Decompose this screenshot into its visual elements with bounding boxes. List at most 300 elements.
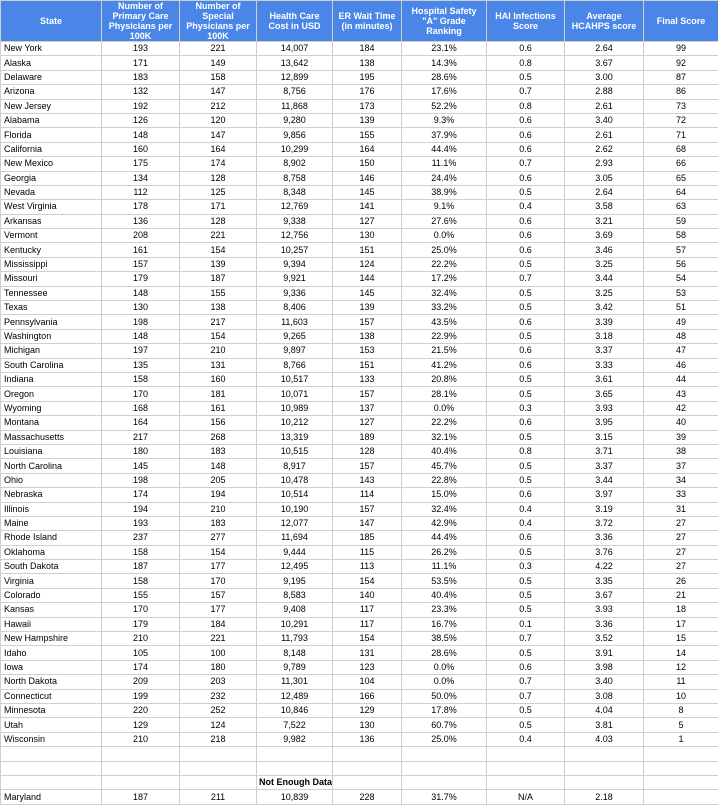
- cell-final-score[interactable]: 38: [644, 444, 718, 458]
- cell-hcahps-score[interactable]: 3.33: [565, 358, 644, 372]
- cell-special-physicians[interactable]: 221: [180, 42, 257, 56]
- cell-safety-grade[interactable]: 28.6%: [402, 646, 487, 660]
- cell-safety-grade[interactable]: 52.2%: [402, 99, 487, 113]
- cell-special-physicians[interactable]: 125: [180, 185, 257, 199]
- header-health-care-cost[interactable]: Health Care Cost in USD: [257, 1, 333, 42]
- cell-hai-score[interactable]: 0.8: [487, 444, 565, 458]
- cell-hai-score[interactable]: 0.7: [487, 157, 565, 171]
- cell-final-score[interactable]: 21: [644, 588, 718, 602]
- cell-cost[interactable]: 9,280: [257, 113, 333, 127]
- cell-cost[interactable]: 8,756: [257, 85, 333, 99]
- cell-state[interactable]: Utah: [1, 718, 102, 732]
- cell-final-score[interactable]: 64: [644, 185, 718, 199]
- cell-er-wait[interactable]: 129: [333, 703, 402, 717]
- cell-state[interactable]: Washington: [1, 329, 102, 343]
- cell-hcahps-score[interactable]: 3.39: [565, 315, 644, 329]
- cell-hai-score[interactable]: 0.6: [487, 315, 565, 329]
- cell-special-physicians[interactable]: 181: [180, 387, 257, 401]
- cell-er-wait[interactable]: 151: [333, 358, 402, 372]
- cell-er-wait[interactable]: 150: [333, 157, 402, 171]
- cell-hcahps-score[interactable]: 2.18: [565, 790, 644, 804]
- cell-primary-care[interactable]: 148: [102, 286, 180, 300]
- cell-cost[interactable]: 9,394: [257, 257, 333, 271]
- cell-state[interactable]: New Mexico: [1, 157, 102, 171]
- cell-hai-score[interactable]: 0.5: [487, 703, 565, 717]
- cell-primary-care[interactable]: 179: [102, 272, 180, 286]
- cell-special-physicians[interactable]: 154: [180, 243, 257, 257]
- cell-final-score[interactable]: 57: [644, 243, 718, 257]
- cell-primary-care[interactable]: 193: [102, 516, 180, 530]
- cell-hai-score[interactable]: 0.5: [487, 301, 565, 315]
- cell-state[interactable]: Iowa: [1, 660, 102, 674]
- cell-er-wait[interactable]: 140: [333, 588, 402, 602]
- cell-final-score[interactable]: 46: [644, 358, 718, 372]
- cell-primary-care[interactable]: 194: [102, 502, 180, 516]
- cell-er-wait[interactable]: 127: [333, 214, 402, 228]
- cell-hai-score[interactable]: 0.5: [487, 257, 565, 271]
- cell-safety-grade[interactable]: 11.1%: [402, 560, 487, 574]
- cell-er-wait[interactable]: 115: [333, 545, 402, 559]
- cell-state[interactable]: Vermont: [1, 229, 102, 243]
- cell-primary-care[interactable]: 160: [102, 142, 180, 156]
- cell-final-score[interactable]: 14: [644, 646, 718, 660]
- cell-final-score[interactable]: 49: [644, 315, 718, 329]
- cell-cost[interactable]: 11,868: [257, 99, 333, 113]
- cell-special-physicians[interactable]: 177: [180, 603, 257, 617]
- cell-state[interactable]: Kansas: [1, 603, 102, 617]
- cell-hai-score[interactable]: 0.6: [487, 229, 565, 243]
- cell-hcahps-score[interactable]: 3.69: [565, 229, 644, 243]
- header-special-physicians[interactable]: Number of Special Physicians per 100K: [180, 1, 257, 42]
- cell-cost[interactable]: 9,338: [257, 214, 333, 228]
- cell-cost[interactable]: 8,406: [257, 301, 333, 315]
- cell-state[interactable]: South Carolina: [1, 358, 102, 372]
- cell-safety-grade[interactable]: 22.9%: [402, 329, 487, 343]
- cell-final-score[interactable]: 1: [644, 732, 718, 746]
- cell-cost[interactable]: 7,522: [257, 718, 333, 732]
- cell-cost[interactable]: 8,758: [257, 171, 333, 185]
- header-hai-infections[interactable]: HAI Infections Score: [487, 1, 565, 42]
- header-er-wait-time[interactable]: ER Wait Time (in minutes): [333, 1, 402, 42]
- cell-state[interactable]: Wisconsin: [1, 732, 102, 746]
- cell-state[interactable]: New Hampshire: [1, 632, 102, 646]
- cell-hai-score[interactable]: 0.7: [487, 272, 565, 286]
- cell-er-wait[interactable]: 166: [333, 689, 402, 703]
- cell-cost[interactable]: 9,408: [257, 603, 333, 617]
- cell-special-physicians[interactable]: 205: [180, 473, 257, 487]
- empty-cell[interactable]: [333, 747, 402, 761]
- cell-hcahps-score[interactable]: 4.04: [565, 703, 644, 717]
- cell-final-score[interactable]: 18: [644, 603, 718, 617]
- cell-er-wait[interactable]: 117: [333, 617, 402, 631]
- cell-er-wait[interactable]: 139: [333, 113, 402, 127]
- cell-primary-care[interactable]: 198: [102, 473, 180, 487]
- empty-cell[interactable]: [644, 761, 718, 775]
- cell-final-score[interactable]: 27: [644, 545, 718, 559]
- header-hcahps[interactable]: Average HCAHPS score: [565, 1, 644, 42]
- cell-er-wait[interactable]: 153: [333, 344, 402, 358]
- cell-hai-score[interactable]: 0.3: [487, 401, 565, 415]
- cell-hai-score[interactable]: 0.5: [487, 372, 565, 386]
- header-primary-care[interactable]: Number of Primary Care Physicians per 100K: [102, 1, 180, 42]
- cell-hcahps-score[interactable]: 3.37: [565, 344, 644, 358]
- cell-safety-grade[interactable]: 17.8%: [402, 703, 487, 717]
- cell-safety-grade[interactable]: 40.4%: [402, 444, 487, 458]
- cell-special-physicians[interactable]: 218: [180, 732, 257, 746]
- empty-cell[interactable]: [487, 761, 565, 775]
- cell-safety-grade[interactable]: 16.7%: [402, 617, 487, 631]
- cell-primary-care[interactable]: 158: [102, 574, 180, 588]
- cell-safety-grade[interactable]: 0.0%: [402, 660, 487, 674]
- cell-state[interactable]: Kentucky: [1, 243, 102, 257]
- cell-cost[interactable]: 12,077: [257, 516, 333, 530]
- cell-safety-grade[interactable]: 33.2%: [402, 301, 487, 315]
- cell-cost[interactable]: 10,299: [257, 142, 333, 156]
- cell-safety-grade[interactable]: 26.2%: [402, 545, 487, 559]
- cell-final-score[interactable]: 10: [644, 689, 718, 703]
- cell-cost[interactable]: 11,301: [257, 675, 333, 689]
- cell-hai-score[interactable]: 0.4: [487, 502, 565, 516]
- cell-er-wait[interactable]: 104: [333, 675, 402, 689]
- cell-final-score[interactable]: 31: [644, 502, 718, 516]
- cell-safety-grade[interactable]: 23.3%: [402, 603, 487, 617]
- cell-hai-score[interactable]: 0.5: [487, 70, 565, 84]
- empty-cell[interactable]: [1, 747, 102, 761]
- cell-hai-score[interactable]: 0.1: [487, 617, 565, 631]
- cell-cost[interactable]: 9,897: [257, 344, 333, 358]
- cell-special-physicians[interactable]: 157: [180, 588, 257, 602]
- cell-state[interactable]: New York: [1, 42, 102, 56]
- cell-special-physicians[interactable]: 149: [180, 56, 257, 70]
- cell-cost[interactable]: 11,694: [257, 531, 333, 545]
- cell-hai-score[interactable]: 0.6: [487, 42, 565, 56]
- cell-er-wait[interactable]: 184: [333, 42, 402, 56]
- cell-special-physicians[interactable]: 183: [180, 516, 257, 530]
- cell-special-physicians[interactable]: 212: [180, 99, 257, 113]
- cell-hai-score[interactable]: 0.5: [487, 459, 565, 473]
- empty-cell[interactable]: [180, 747, 257, 761]
- cell-primary-care[interactable]: 210: [102, 732, 180, 746]
- empty-cell[interactable]: [565, 775, 644, 789]
- cell-hai-score[interactable]: 0.6: [487, 660, 565, 674]
- cell-cost[interactable]: 10,517: [257, 372, 333, 386]
- cell-hcahps-score[interactable]: 3.76: [565, 545, 644, 559]
- cell-cost[interactable]: 8,902: [257, 157, 333, 171]
- cell-special-physicians[interactable]: 203: [180, 675, 257, 689]
- cell-state[interactable]: Georgia: [1, 171, 102, 185]
- cell-hai-score[interactable]: 0.4: [487, 200, 565, 214]
- cell-er-wait[interactable]: 131: [333, 646, 402, 660]
- cell-hcahps-score[interactable]: 2.61: [565, 128, 644, 142]
- cell-final-score[interactable]: 27: [644, 560, 718, 574]
- cell-cost[interactable]: 10,071: [257, 387, 333, 401]
- cell-hai-score[interactable]: 0.5: [487, 286, 565, 300]
- cell-state[interactable]: Arkansas: [1, 214, 102, 228]
- cell-hcahps-score[interactable]: 3.72: [565, 516, 644, 530]
- cell-safety-grade[interactable]: 23.1%: [402, 42, 487, 56]
- cell-primary-care[interactable]: 105: [102, 646, 180, 660]
- cell-safety-grade[interactable]: 41.2%: [402, 358, 487, 372]
- empty-cell[interactable]: [402, 775, 487, 789]
- cell-er-wait[interactable]: 147: [333, 516, 402, 530]
- empty-cell[interactable]: [102, 747, 180, 761]
- cell-state[interactable]: Indiana: [1, 372, 102, 386]
- cell-state[interactable]: Mississippi: [1, 257, 102, 271]
- cell-final-score[interactable]: 8: [644, 703, 718, 717]
- cell-state[interactable]: Alabama: [1, 113, 102, 127]
- cell-cost[interactable]: 13,642: [257, 56, 333, 70]
- cell-hcahps-score[interactable]: 3.95: [565, 416, 644, 430]
- empty-cell[interactable]: [487, 747, 565, 761]
- cell-cost[interactable]: 8,766: [257, 358, 333, 372]
- cell-hcahps-score[interactable]: 2.61: [565, 99, 644, 113]
- cell-final-score[interactable]: 37: [644, 459, 718, 473]
- cell-er-wait[interactable]: 130: [333, 229, 402, 243]
- cell-primary-care[interactable]: 134: [102, 171, 180, 185]
- cell-hai-score[interactable]: 0.6: [487, 171, 565, 185]
- cell-primary-care[interactable]: 155: [102, 588, 180, 602]
- cell-special-physicians[interactable]: 155: [180, 286, 257, 300]
- cell-final-score[interactable]: 34: [644, 473, 718, 487]
- cell-hcahps-score[interactable]: 3.21: [565, 214, 644, 228]
- cell-hcahps-score[interactable]: 3.52: [565, 632, 644, 646]
- cell-hcahps-score[interactable]: 3.42: [565, 301, 644, 315]
- cell-cost[interactable]: 8,917: [257, 459, 333, 473]
- cell-safety-grade[interactable]: 11.1%: [402, 157, 487, 171]
- cell-hcahps-score[interactable]: 3.46: [565, 243, 644, 257]
- empty-cell[interactable]: [257, 747, 333, 761]
- cell-state[interactable]: West Virginia: [1, 200, 102, 214]
- cell-state[interactable]: Nevada: [1, 185, 102, 199]
- cell-hcahps-score[interactable]: 3.44: [565, 272, 644, 286]
- cell-hcahps-score[interactable]: 3.81: [565, 718, 644, 732]
- cell-hcahps-score[interactable]: 3.40: [565, 675, 644, 689]
- cell-cost[interactable]: 9,265: [257, 329, 333, 343]
- cell-hcahps-score[interactable]: 3.67: [565, 56, 644, 70]
- cell-primary-care[interactable]: 132: [102, 85, 180, 99]
- cell-safety-grade[interactable]: 53.5%: [402, 574, 487, 588]
- cell-state[interactable]: South Dakota: [1, 560, 102, 574]
- cell-final-score[interactable]: 71: [644, 128, 718, 142]
- cell-hai-score[interactable]: 0.8: [487, 99, 565, 113]
- cell-primary-care[interactable]: 220: [102, 703, 180, 717]
- cell-special-physicians[interactable]: 154: [180, 329, 257, 343]
- cell-final-score[interactable]: 47: [644, 344, 718, 358]
- cell-final-score[interactable]: 17: [644, 617, 718, 631]
- cell-special-physicians[interactable]: 194: [180, 488, 257, 502]
- cell-final-score[interactable]: 51: [644, 301, 718, 315]
- cell-state[interactable]: Oregon: [1, 387, 102, 401]
- cell-hai-score[interactable]: N/A: [487, 790, 565, 804]
- cell-primary-care[interactable]: 168: [102, 401, 180, 415]
- cell-special-physicians[interactable]: 139: [180, 257, 257, 271]
- cell-hai-score[interactable]: 0.5: [487, 718, 565, 732]
- cell-safety-grade[interactable]: 50.0%: [402, 689, 487, 703]
- cell-state[interactable]: California: [1, 142, 102, 156]
- cell-safety-grade[interactable]: 14.3%: [402, 56, 487, 70]
- cell-er-wait[interactable]: 154: [333, 632, 402, 646]
- cell-state[interactable]: Idaho: [1, 646, 102, 660]
- cell-hcahps-score[interactable]: 3.25: [565, 286, 644, 300]
- cell-state[interactable]: Montana: [1, 416, 102, 430]
- cell-special-physicians[interactable]: 128: [180, 171, 257, 185]
- cell-hcahps-score[interactable]: 3.61: [565, 372, 644, 386]
- cell-er-wait[interactable]: 130: [333, 718, 402, 732]
- cell-special-physicians[interactable]: 154: [180, 545, 257, 559]
- cell-special-physicians[interactable]: 100: [180, 646, 257, 660]
- cell-er-wait[interactable]: 154: [333, 574, 402, 588]
- empty-cell[interactable]: [180, 775, 257, 789]
- cell-hcahps-score[interactable]: 2.93: [565, 157, 644, 171]
- cell-primary-care[interactable]: 148: [102, 128, 180, 142]
- cell-er-wait[interactable]: 138: [333, 329, 402, 343]
- cell-hai-score[interactable]: 0.5: [487, 588, 565, 602]
- cell-hai-score[interactable]: 0.6: [487, 128, 565, 142]
- header-hospital-safety[interactable]: Hospital Safety "A" Grade Ranking: [402, 1, 487, 42]
- cell-hai-score[interactable]: 0.7: [487, 689, 565, 703]
- cell-cost[interactable]: 10,839: [257, 790, 333, 804]
- cell-final-score[interactable]: 66: [644, 157, 718, 171]
- empty-cell[interactable]: [565, 747, 644, 761]
- cell-hcahps-score[interactable]: 3.19: [565, 502, 644, 516]
- empty-cell[interactable]: [402, 747, 487, 761]
- cell-final-score[interactable]: 48: [644, 329, 718, 343]
- cell-final-score[interactable]: 40: [644, 416, 718, 430]
- empty-cell[interactable]: [644, 775, 718, 789]
- empty-cell[interactable]: [333, 761, 402, 775]
- cell-er-wait[interactable]: 139: [333, 301, 402, 315]
- cell-er-wait[interactable]: 146: [333, 171, 402, 185]
- cell-safety-grade[interactable]: 0.0%: [402, 675, 487, 689]
- cell-cost[interactable]: 10,478: [257, 473, 333, 487]
- cell-cost[interactable]: 10,514: [257, 488, 333, 502]
- cell-er-wait[interactable]: 155: [333, 128, 402, 142]
- empty-cell[interactable]: [1, 761, 102, 775]
- cell-er-wait[interactable]: 123: [333, 660, 402, 674]
- cell-hai-score[interactable]: 0.5: [487, 603, 565, 617]
- cell-hai-score[interactable]: 0.6: [487, 214, 565, 228]
- cell-special-physicians[interactable]: 232: [180, 689, 257, 703]
- cell-special-physicians[interactable]: 138: [180, 301, 257, 315]
- cell-er-wait[interactable]: 137: [333, 401, 402, 415]
- cell-er-wait[interactable]: 136: [333, 732, 402, 746]
- cell-hcahps-score[interactable]: 3.91: [565, 646, 644, 660]
- cell-final-score[interactable]: 92: [644, 56, 718, 70]
- cell-er-wait[interactable]: 114: [333, 488, 402, 502]
- cell-safety-grade[interactable]: 32.4%: [402, 286, 487, 300]
- cell-state[interactable]: Louisiana: [1, 444, 102, 458]
- cell-er-wait[interactable]: 143: [333, 473, 402, 487]
- cell-er-wait[interactable]: 141: [333, 200, 402, 214]
- cell-safety-grade[interactable]: 43.5%: [402, 315, 487, 329]
- cell-hai-score[interactable]: 0.5: [487, 329, 565, 343]
- cell-er-wait[interactable]: 124: [333, 257, 402, 271]
- cell-primary-care[interactable]: 170: [102, 387, 180, 401]
- cell-special-physicians[interactable]: 210: [180, 344, 257, 358]
- cell-hai-score[interactable]: 0.7: [487, 632, 565, 646]
- cell-cost[interactable]: 9,336: [257, 286, 333, 300]
- cell-primary-care[interactable]: 130: [102, 301, 180, 315]
- cell-primary-care[interactable]: 164: [102, 416, 180, 430]
- cell-primary-care[interactable]: 209: [102, 675, 180, 689]
- cell-primary-care[interactable]: 187: [102, 790, 180, 804]
- cell-state[interactable]: Tennessee: [1, 286, 102, 300]
- cell-cost[interactable]: 10,846: [257, 703, 333, 717]
- cell-safety-grade[interactable]: 17.6%: [402, 85, 487, 99]
- cell-cost[interactable]: 9,921: [257, 272, 333, 286]
- cell-hcahps-score[interactable]: 3.18: [565, 329, 644, 343]
- cell-hcahps-score[interactable]: 3.98: [565, 660, 644, 674]
- cell-safety-grade[interactable]: 38.5%: [402, 632, 487, 646]
- cell-hcahps-score[interactable]: 3.08: [565, 689, 644, 703]
- cell-hai-score[interactable]: 0.5: [487, 185, 565, 199]
- cell-final-score[interactable]: 63: [644, 200, 718, 214]
- cell-hcahps-score[interactable]: 3.93: [565, 401, 644, 415]
- cell-primary-care[interactable]: 237: [102, 531, 180, 545]
- empty-cell[interactable]: [402, 761, 487, 775]
- cell-er-wait[interactable]: 173: [333, 99, 402, 113]
- cell-final-score[interactable]: 12: [644, 660, 718, 674]
- cell-cost[interactable]: 14,007: [257, 42, 333, 56]
- cell-cost[interactable]: 9,856: [257, 128, 333, 142]
- cell-hai-score[interactable]: 0.5: [487, 646, 565, 660]
- cell-safety-grade[interactable]: 20.8%: [402, 372, 487, 386]
- not-enough-data-label[interactable]: Not Enough Data: [257, 775, 333, 789]
- cell-final-score[interactable]: 54: [644, 272, 718, 286]
- cell-special-physicians[interactable]: 160: [180, 372, 257, 386]
- cell-primary-care[interactable]: 174: [102, 488, 180, 502]
- cell-hcahps-score[interactable]: 3.36: [565, 617, 644, 631]
- cell-state[interactable]: Connecticut: [1, 689, 102, 703]
- cell-state[interactable]: Delaware: [1, 70, 102, 84]
- cell-cost[interactable]: 12,495: [257, 560, 333, 574]
- cell-safety-grade[interactable]: 60.7%: [402, 718, 487, 732]
- cell-state[interactable]: Ohio: [1, 473, 102, 487]
- cell-safety-grade[interactable]: 9.1%: [402, 200, 487, 214]
- cell-final-score[interactable]: 99: [644, 42, 718, 56]
- cell-state[interactable]: Minnesota: [1, 703, 102, 717]
- empty-cell[interactable]: [565, 761, 644, 775]
- cell-hcahps-score[interactable]: 2.64: [565, 185, 644, 199]
- cell-final-score[interactable]: 33: [644, 488, 718, 502]
- cell-primary-care[interactable]: 145: [102, 459, 180, 473]
- empty-cell[interactable]: [1, 775, 102, 789]
- cell-er-wait[interactable]: 133: [333, 372, 402, 386]
- cell-safety-grade[interactable]: 22.2%: [402, 416, 487, 430]
- empty-cell[interactable]: [102, 761, 180, 775]
- cell-hai-score[interactable]: 0.6: [487, 416, 565, 430]
- cell-hai-score[interactable]: 0.6: [487, 531, 565, 545]
- cell-er-wait[interactable]: 157: [333, 459, 402, 473]
- cell-state[interactable]: Missouri: [1, 272, 102, 286]
- cell-safety-grade[interactable]: 25.0%: [402, 732, 487, 746]
- cell-hcahps-score[interactable]: 3.67: [565, 588, 644, 602]
- cell-hcahps-score[interactable]: 3.65: [565, 387, 644, 401]
- cell-cost[interactable]: 9,444: [257, 545, 333, 559]
- cell-cost[interactable]: 8,348: [257, 185, 333, 199]
- cell-state[interactable]: Nebraska: [1, 488, 102, 502]
- cell-er-wait[interactable]: 157: [333, 502, 402, 516]
- cell-special-physicians[interactable]: 221: [180, 229, 257, 243]
- cell-state[interactable]: North Carolina: [1, 459, 102, 473]
- cell-hai-score[interactable]: 0.5: [487, 473, 565, 487]
- cell-special-physicians[interactable]: 217: [180, 315, 257, 329]
- cell-hai-score[interactable]: 0.4: [487, 732, 565, 746]
- cell-hcahps-score[interactable]: 3.00: [565, 70, 644, 84]
- cell-er-wait[interactable]: 117: [333, 603, 402, 617]
- cell-er-wait[interactable]: 157: [333, 315, 402, 329]
- cell-safety-grade[interactable]: 42.9%: [402, 516, 487, 530]
